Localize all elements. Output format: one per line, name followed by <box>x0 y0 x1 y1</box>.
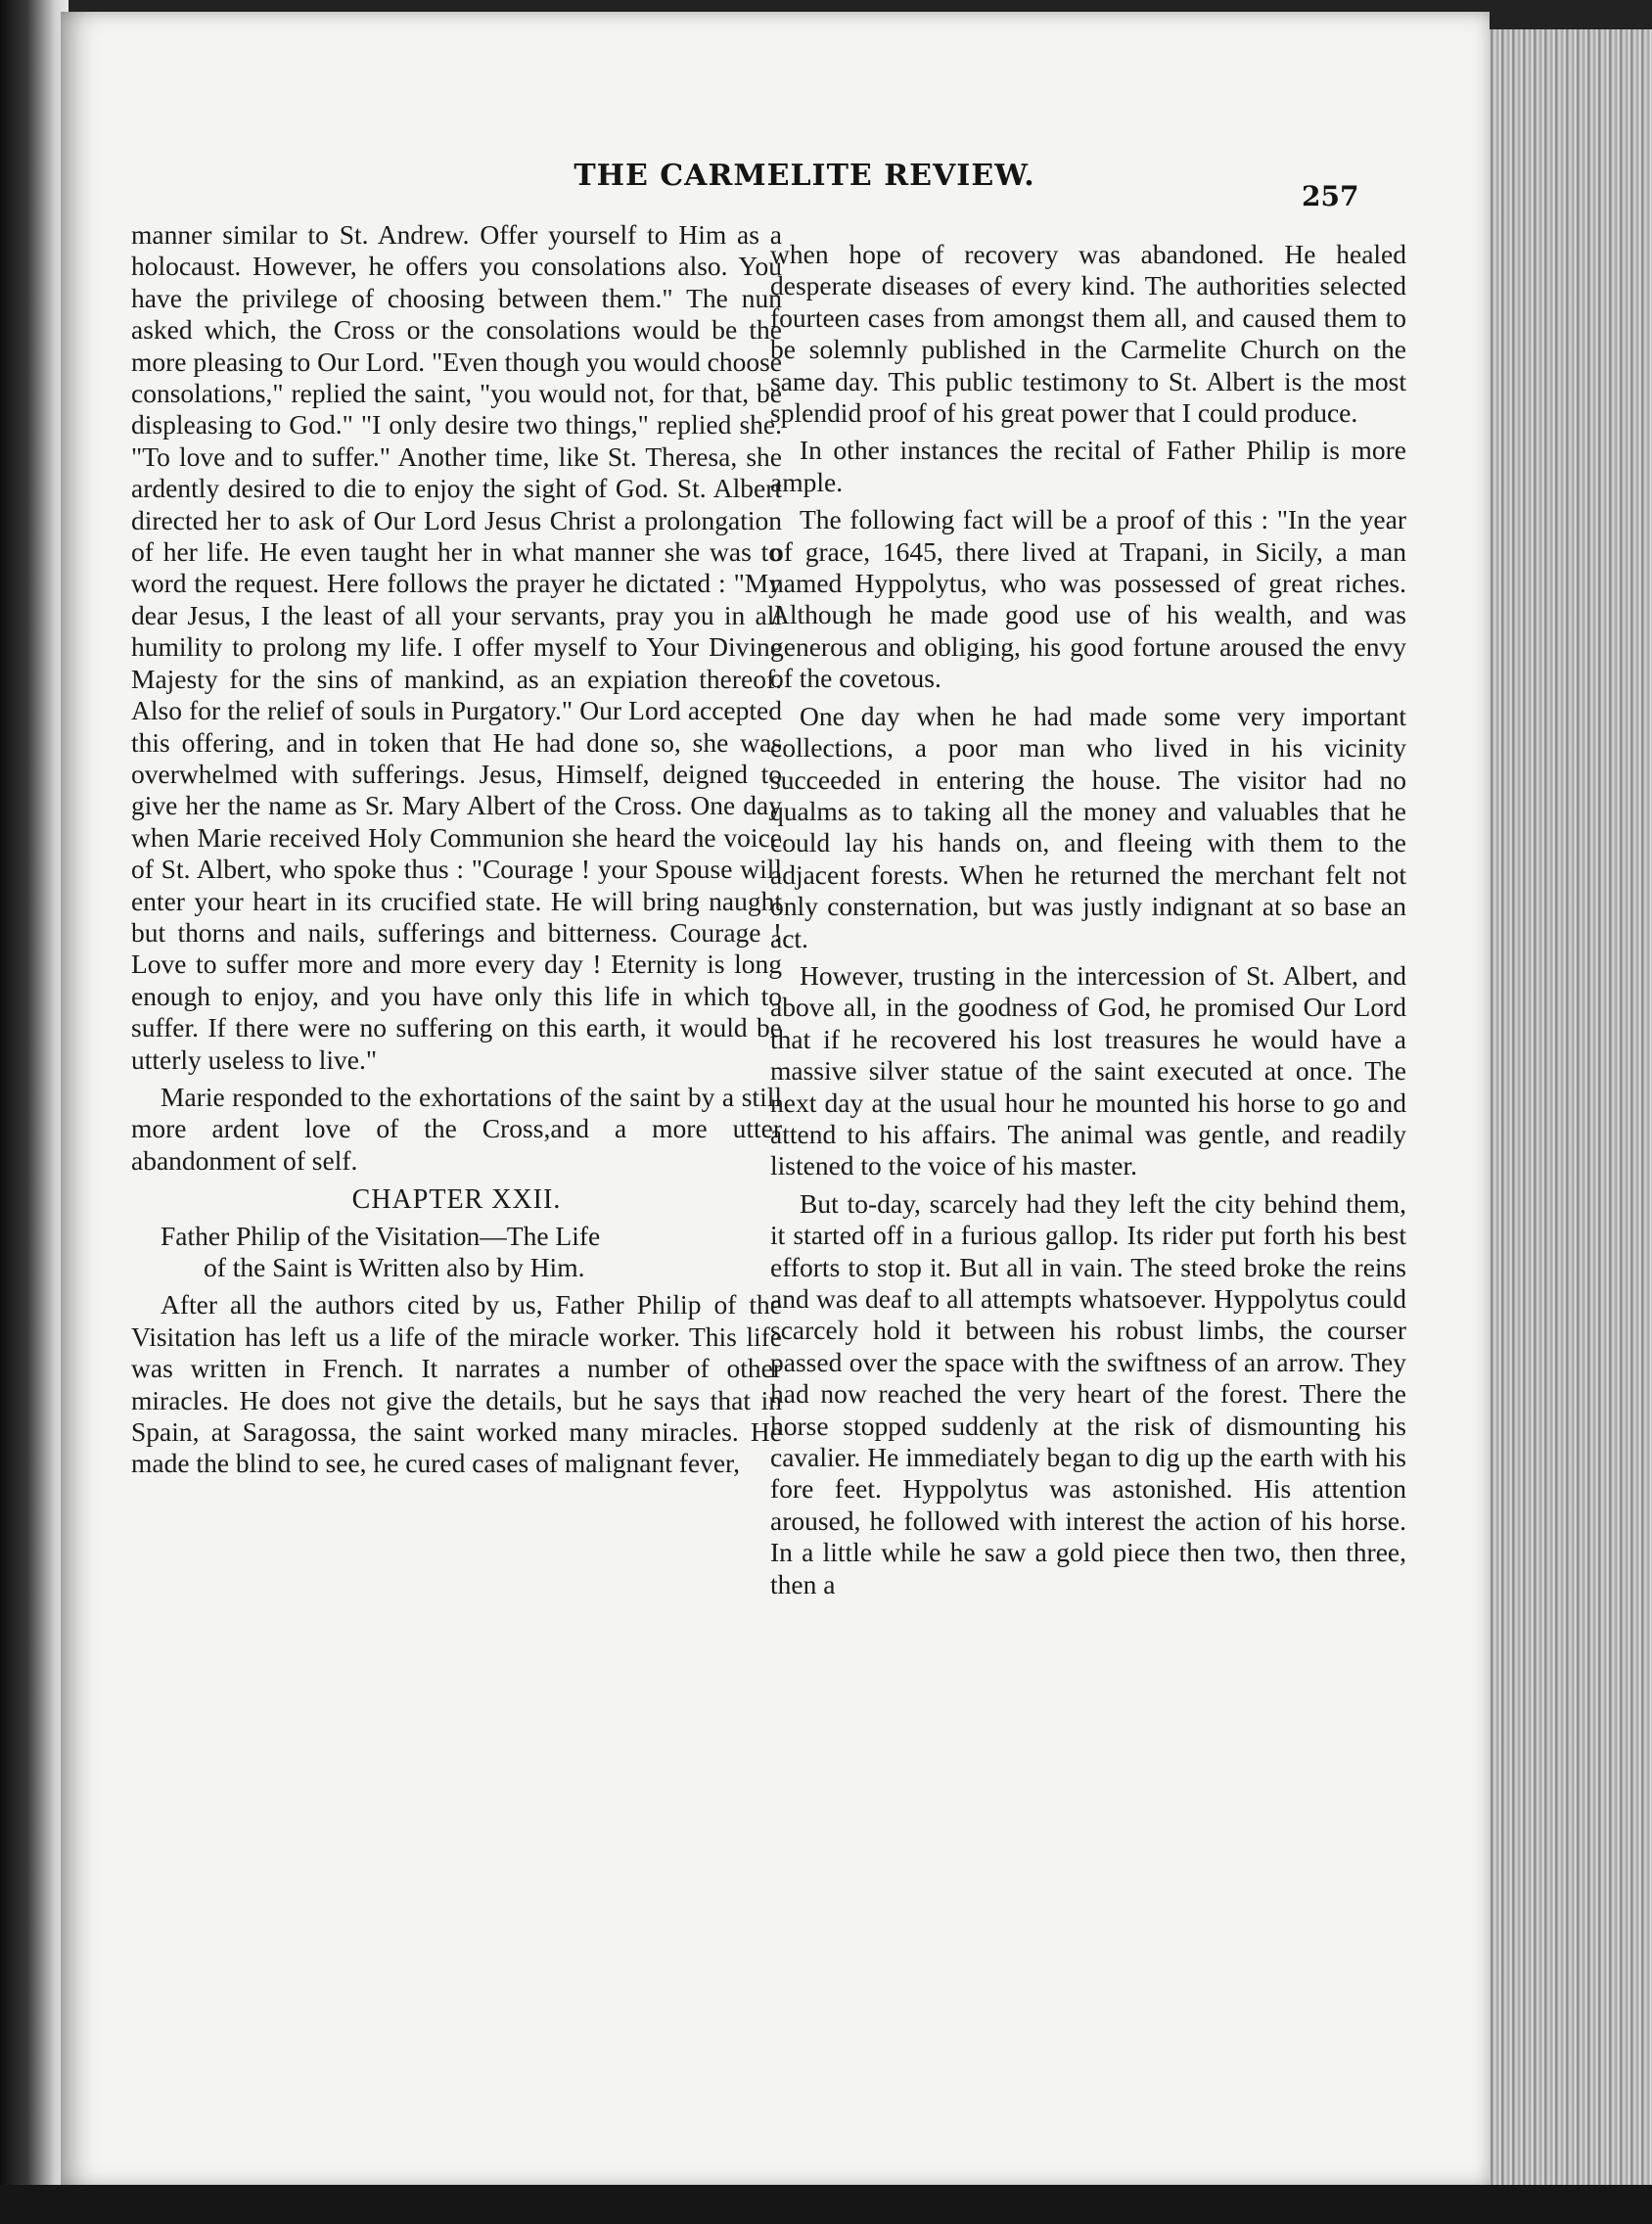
paragraph: when hope of recovery was abandoned. He healed desperate diseases of every kind. The authorities selected fourteen cases from amongst them all, and caused them to be solemnly published in the Carmelite Church on the same day. This public testimony to St. Albert is the most splendid proof of his great power that I could produce. <box>770 239 1406 429</box>
paragraph: But to-day, scarcely had they left the city behind them, it started off in a furious gallop. Its rider put forth his best efforts to stop it. But all in vain. The steed broke the reins and was deaf to all attempts whatsoever. Hyppolytus could scarcely hold it between his robust limbs, the courser passed over the space with the swiftness of an arrow. They had now reached the very heart of the forest. There the horse stopped suddenly at the risk of dismounting his cavalier. He immediately began to dig up the earth with his fore feet. Hyppolytus was astonished. His attention aroused, he followed with interest the action of his horse. In a little while he saw a gold piece then two, then three, then a <box>770 1187 1406 1599</box>
running-title: THE CARMELITE REVIEW. <box>574 159 1035 193</box>
paragraph: Marie responded to the exhortations of the saint by a still more ardent love of the Cross,and a more utter abandonment of self. <box>131 1081 782 1176</box>
paragraph: In other instances the recital of Father Philip is more ample. <box>770 435 1406 497</box>
scan-bottom-edge <box>0 2185 1652 2224</box>
page-header <box>61 159 1490 212</box>
paragraph: manner similar to St. Andrew. Offer yourself to Him as a holocaust. However, he offers you consolations also. You have the privilege of choosing between them." The nun asked which, the Cross or the consolations would be the more pleasing to Our Lord. "Even though you would choose consolations," replied the saint, "you would not, for that, be displeasing to God." "I only desire two things," replied she. "To love and to suffer." Another time, like St. Theresa, she ardently desired to die to enjoy the sight of God. St. Albert directed her to ask of Our Lord Jesus Christ a prolongation of her life. He even taught her in what manner she was to word the request. Here follows the prayer he dictated : "My dear Jesus, I the least of all your servants, pray you in all humility to prolong my life. I offer myself to Your Divine Majesty for the sins of mankind, as an expiation thereof. Also for the relief of souls in Purgatory." Our Lord accepted this offering, and in token that He had done so, she was overwhelmed with sufferings. Jesus, Himself, deigned to give her the name as Sr. Mary Albert of the Cross. One day when Marie received Holy Communion she heard the voice of St. Albert, who spoke thus : "Courage ! your Spouse will enter your heart in its crucified state. He will bring naught but thorns and nails, sufferings and bitterness. Courage ! Love to suffer more and more every day ! Eternity is long enough to enjoy, and you have only this life in which to suffer. If there were no suffering on this earth, it would be utterly useless to live." <box>131 219 782 1075</box>
paragraph: The following fact will be a proof of this : "In the year of grace, 1645, there lived at Trapani, in Sicily, a man named Hyppolytus, who was possessed of great riches. Although he made good use of his wealth, and was generous and obliging, his good fortune aroused the envy of the covetous. <box>770 504 1406 694</box>
book-page <box>61 12 1490 2187</box>
paragraph: After all the authors cited by us, Father Philip of the Visitation has left us a life of the miracle worker. This life was written in French. It narrates a number of other miracles. He does not give the details, but he says that in Spain, at Saragossa, the saint worked many miracles. He made the blind to see, he cured cases of malignant fever, <box>131 1289 782 1479</box>
chapter-subtitle-line: Father Philip of the Visitation—The Life <box>161 1220 601 1251</box>
page-edges-stack <box>1483 29 1652 2193</box>
chapter-subtitle-line: of the Saint is Written also by Him. <box>204 1252 585 1282</box>
left-column <box>131 219 782 1486</box>
right-column <box>770 239 1406 1606</box>
page-number: 257 <box>1302 180 1359 212</box>
chapter-subtitle <box>131 1221 782 1284</box>
paragraph: One day when he had made some very important collections, a poor man who lived in his vicinity succeeded in entering the house. The visitor had no qualms as to taking all the money and valuables that he could lay his hands on, and fleeing with them to the adjacent forests. When he returned the merchant felt not only consternation, but was justly indignant at so base an act. <box>770 700 1406 953</box>
paragraph: However, trusting in the intercession of St. Albert, and above all, in the goodness of God, he promised Our Lord that if he recovered his lost treasures he would have a massive silver statue of the saint executed at once. The next day at the usual hour he mounted his horse to go and attend to his affairs. The animal was gentle, and readily listened to the voice of his master. <box>770 959 1406 1182</box>
chapter-heading: CHAPTER XXII. <box>351 1184 562 1216</box>
book-spine-shadow <box>0 0 69 2224</box>
